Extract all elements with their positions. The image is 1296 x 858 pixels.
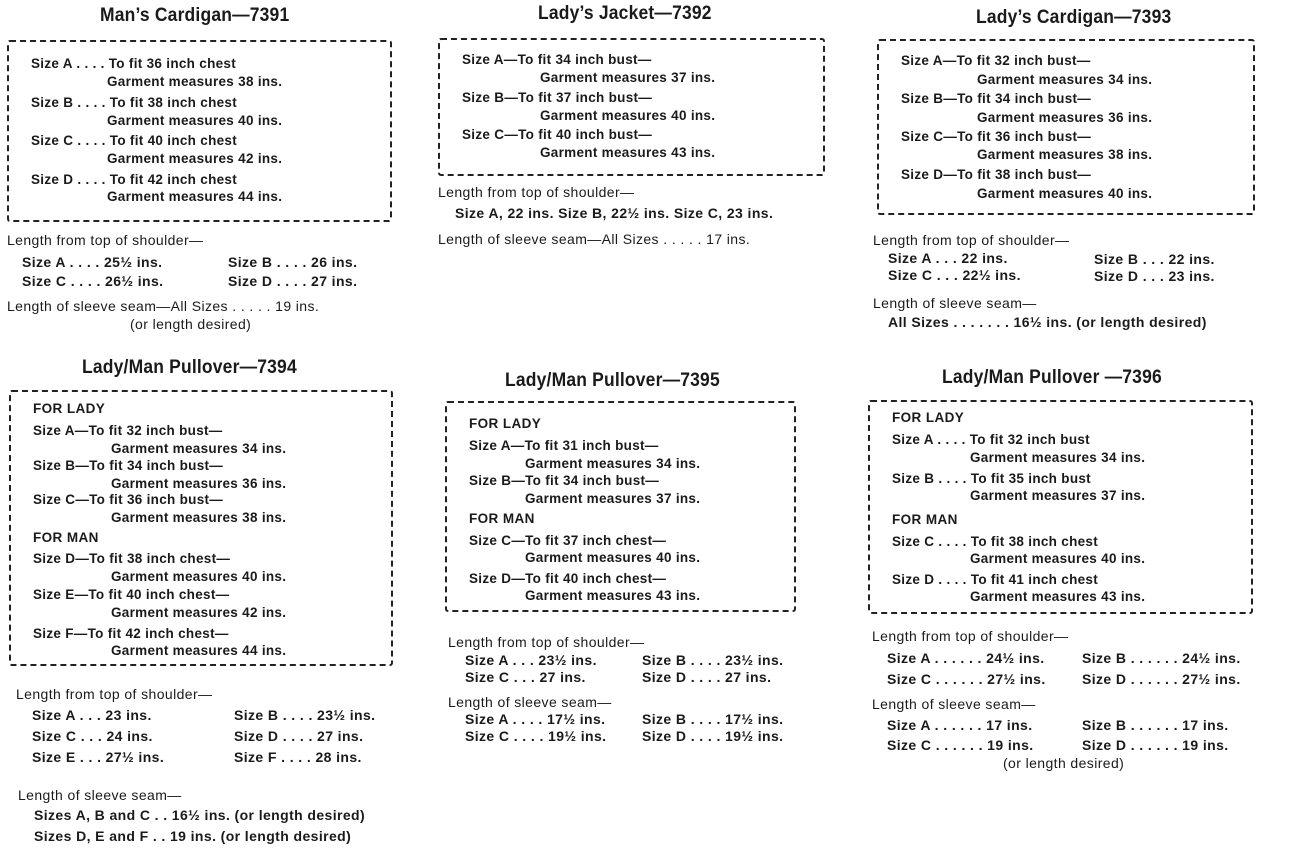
garment-line: Garment measures 37 ins. [540,70,716,85]
size-line: Size F—To fit 42 inch chest— [33,626,229,641]
length-row: Size A . . . . . . 24½ ins. [887,650,1045,666]
length-row: Size C . . . 24 ins. [32,728,153,744]
size-box-7391 [7,40,392,222]
size-box-7396 [868,400,1253,614]
length-label: Length from top of shoulder— [872,628,1069,644]
length-row: Size A . . . 23 ins. [32,707,152,723]
garment-line: Garment measures 37 ins. [525,491,701,506]
garment-line: Garment measures 43 ins. [970,589,1146,604]
size-line: Size B . . . . To fit 38 inch chest [31,95,238,110]
garment-line: Garment measures 36 ins. [111,476,287,491]
garment-line: Garment measures 34 ins. [977,72,1153,87]
man-heading: FOR MAN [469,511,535,526]
sleeve-row: Size D . . . . . . 19 ins. [1082,737,1229,753]
length-row: Size D . . . 23 ins. [1094,268,1215,284]
length-row: Size D . . . . . . 27½ ins. [1082,671,1241,687]
size-line: Size D—To fit 38 inch chest— [33,551,231,566]
size-line: Size A . . . . To fit 32 inch bust [892,432,1090,447]
length-label: Length from top of shoulder— [16,686,213,702]
sleeve-label: Length of sleeve seam— [872,696,1036,712]
size-line: Size B—To fit 34 inch bust— [469,473,660,488]
size-line: Size C—To fit 37 inch chest— [469,533,667,548]
sleeve-label: Length of sleeve seam— [448,694,612,710]
garment-line: Garment measures 37 ins. [970,488,1146,503]
garment-line: Garment measures 34 ins. [111,441,287,456]
sleeve-note: (or length desired) [130,316,252,332]
size-line: Size C . . . . To fit 38 inch chest [892,534,1099,549]
garment-line: Garment measures 38 ins. [111,510,287,525]
size-line: Size D . . . . To fit 42 inch chest [31,172,238,187]
pattern-title-7396: Lady/Man Pullover —7396 [942,367,1162,388]
sleeve-row: Size C . . . . . . 19 ins. [887,737,1034,753]
garment-line: Garment measures 40 ins. [111,569,287,584]
sleeve-label: Length of sleeve seam— [873,295,1037,311]
length-row: Size C . . . . 26½ ins. [22,273,164,289]
length-row: Size E . . . 27½ ins. [32,749,165,765]
pattern-title-7393: Lady’s Cardigan—7393 [976,7,1172,28]
size-line: Size A—To fit 31 inch bust— [469,438,659,453]
size-line: Size C . . . . To fit 40 inch chest [31,133,238,148]
garment-line: Garment measures 40 ins. [107,113,283,128]
length-row: Size D . . . . 27 ins. [642,669,772,685]
garment-line: Garment measures 34 ins. [970,450,1146,465]
size-line: Size E—To fit 40 inch chest— [33,587,230,602]
garment-line: Garment measures 44 ins. [107,189,283,204]
pattern-title-7395: Lady/Man Pullover—7395 [505,370,720,391]
length-row: Size A . . . . 25½ ins. [22,254,163,270]
garment-line: Garment measures 38 ins. [977,147,1153,162]
size-line: Size D—To fit 38 inch bust— [901,167,1092,182]
length-label: Length from top of shoulder— [873,232,1070,248]
sleeve-row: Sizes D, E and F . . 19 ins. (or length desired) [34,828,352,844]
length-row: Size A . . . 23½ ins. [465,652,597,668]
sleeve-note: (or length desired) [1003,755,1125,771]
size-line: Size B—To fit 34 inch bust— [901,91,1092,106]
size-line: Size D—To fit 40 inch chest— [469,571,667,586]
sleeve-row: Size B . . . . 17½ ins. [642,711,784,727]
size-line: Size D . . . . To fit 41 inch chest [892,572,1099,587]
sleeve-row: Size D . . . . 19½ ins. [642,728,784,744]
length-row: Size B . . . . 23½ ins. [642,652,784,668]
length-row: Size B . . . . . . 24½ ins. [1082,650,1241,666]
length-row: Size A . . . 22 ins. [888,250,1008,266]
sleeve-row: Size A . . . . . . 17 ins. [887,717,1033,733]
pattern-title-7394: Lady/Man Pullover—7394 [82,357,297,378]
length-label: Length from top of shoulder— [438,184,635,200]
sleeve-row: Size A . . . . 17½ ins. [465,711,606,727]
size-box-7393 [877,39,1255,215]
pattern-title-7391: Man’s Cardigan—7391 [100,5,290,26]
sleeve-label: Length of sleeve seam—All Sizes . . . . . 17 ins. [438,231,751,247]
length-row: Size D . . . . 27 ins. [234,728,364,744]
size-line: Size C—To fit 36 inch bust— [901,129,1092,144]
size-box-7392 [438,38,825,176]
size-line: Size A—To fit 32 inch bust— [901,53,1091,68]
size-line: Size A . . . . To fit 36 inch chest [31,56,237,71]
pattern-title-7392: Lady’s Jacket—7392 [538,3,712,24]
length-row: Size B . . . 22 ins. [1094,251,1215,267]
size-line: Size B . . . . To fit 35 inch bust [892,471,1091,486]
lady-heading: FOR LADY [892,410,965,425]
length-row: Size A, 22 ins. Size B, 22½ ins. Size C, 23 ins. [455,205,774,221]
garment-line: Garment measures 40 ins. [977,186,1153,201]
size-line: Size A—To fit 32 inch bust— [33,423,223,438]
size-line: Size A—To fit 34 inch bust— [462,52,652,67]
length-row: Size F . . . . 28 ins. [234,749,362,765]
length-row: Size D . . . . 27 ins. [228,273,358,289]
garment-line: Garment measures 44 ins. [111,643,287,658]
size-line: Size B—To fit 37 inch bust— [462,90,653,105]
size-line: Size B—To fit 34 inch bust— [33,458,224,473]
garment-line: Garment measures 36 ins. [977,110,1153,125]
length-row: Size C . . . 22½ ins. [888,267,1021,283]
garment-line: Garment measures 40 ins. [970,551,1146,566]
length-label: Length from top of shoulder— [7,232,204,248]
sleeve-label: Length of sleeve seam— [18,787,182,803]
garment-line: Garment measures 42 ins. [107,151,283,166]
length-row: Size B . . . . 26 ins. [228,254,358,270]
size-box-7394 [9,390,393,666]
sleeve-row: All Sizes . . . . . . . 16½ ins. (or length desired) [888,314,1207,330]
length-label: Length from top of shoulder— [448,634,645,650]
sleeve-label: Length of sleeve seam—All Sizes . . . . . 19 ins. [7,298,320,314]
length-row: Size C . . . . . . 27½ ins. [887,671,1046,687]
garment-line: Garment measures 38 ins. [107,74,283,89]
garment-line: Garment measures 34 ins. [525,456,701,471]
size-box-7395 [445,401,796,612]
length-row: Size C . . . 27 ins. [465,669,586,685]
lady-heading: FOR LADY [33,401,106,416]
garment-line: Garment measures 43 ins. [525,588,701,603]
size-line: Size C—To fit 36 inch bust— [33,492,224,507]
man-heading: FOR MAN [33,530,99,545]
sleeve-row: Size C . . . . 19½ ins. [465,728,607,744]
man-heading: FOR MAN [892,512,958,527]
sleeve-row: Size B . . . . . . 17 ins. [1082,717,1229,733]
garment-line: Garment measures 43 ins. [540,145,716,160]
size-line: Size C—To fit 40 inch bust— [462,127,653,142]
garment-line: Garment measures 40 ins. [540,108,716,123]
garment-line: Garment measures 42 ins. [111,605,287,620]
length-row: Size B . . . . 23½ ins. [234,707,376,723]
lady-heading: FOR LADY [469,416,542,431]
garment-line: Garment measures 40 ins. [525,550,701,565]
sleeve-row: Sizes A, B and C . . 16½ ins. (or length desired) [34,807,366,823]
